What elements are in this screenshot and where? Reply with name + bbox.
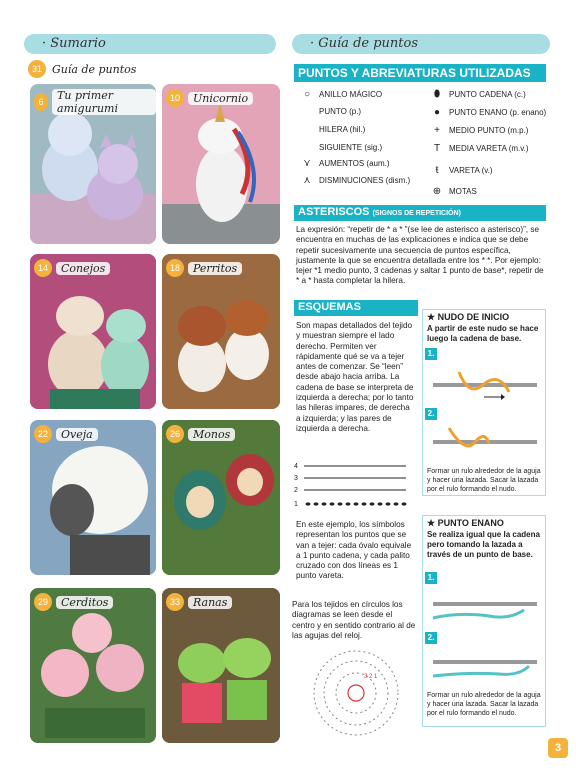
esquemas-text3: Para los tejidos en círculos los diagramas se leen desde el centro y en sentido contrario al de las agujas del reloj. [292,600,416,640]
cerditos-photo [30,588,156,743]
abbr-item: PUNTO (p.) [319,107,362,116]
row-num: 4 [294,463,298,470]
guia-header: · Guía de puntos [292,34,550,54]
page-badge: 6 [34,93,48,111]
circle-chart [306,648,406,738]
row-num: 1 [294,501,298,508]
abbr-item: ANILLO MÁGICO [319,90,383,99]
abbr-item: DISMINUCIONES (dism.) [319,176,411,185]
enano-step2-illustration [429,644,541,690]
tile-label: Conejos [56,262,110,275]
enano-caption: Formar un rulo alrededor de la aguja y hacer una lazada. Sacar la lazada por el rulo formando el nudo. [427,692,541,717]
tile-monos[interactable] [162,420,280,575]
guide-entry[interactable] [28,60,136,78]
page-badge: 31 [28,60,46,78]
monos-photo [162,420,280,575]
row-num: 3 [294,475,298,482]
nudo-step1-illustration [429,362,541,408]
tile-cerditos[interactable] [30,588,156,743]
tile-label: Cerditos [56,596,113,609]
enano-sub: Se realiza igual que la cadena pero tomando la lazada a través de un punto de base. [427,530,540,559]
abbr-item: MEDIA VARETA (m.v.) [449,144,529,153]
page-badge: 33 [166,593,184,611]
nudo-sub: A partir de este nudo se hace luego la cadena de base. [427,324,539,343]
enano-title: ★ PUNTO ENANO [427,518,504,528]
single-crochet-icon: + [434,125,440,136]
perritos-photo [162,254,280,409]
abbr-item: AUMENTOS (aum.) [319,159,390,168]
tile-label: Monos [188,428,235,441]
abbr-item: PUNTO ENANO (p. enano) [449,108,547,117]
tile-label: Perritos [188,262,242,275]
page-badge: 18 [166,259,184,277]
page-badge: 14 [34,259,52,277]
abbr-title: PUNTOS Y ABREVIATURAS UTILIZADAS [294,64,546,82]
row-num: 2 [294,487,298,494]
chain-icon: ⬮ [433,89,441,100]
tile-perritos[interactable] [162,254,280,409]
step-num: 2. [425,408,437,420]
stitch-chart [294,460,416,510]
svg-text:3 2 1: 3 2 1 [364,674,378,680]
decrease-icon: ⋏ [303,175,311,186]
page-badge: 26 [166,425,184,443]
ranas-photo [162,588,280,743]
abbr-item: MOTAS [449,187,477,196]
tile-label: Unicornio [188,92,253,105]
abbr-item: PUNTO CADENA (c.) [449,90,526,99]
page-badge: 29 [34,593,52,611]
tile-conejos[interactable] [30,254,156,409]
step-num: 2. [425,632,437,644]
abbr-item: SIGUIENTE (sig.) [319,143,383,152]
enano-box [422,515,546,727]
asteriscos-title: ASTERISCOS (SIGNOS DE REPETICIÓN) [294,205,546,221]
esquemas-title: ESQUEMAS [294,300,418,316]
circle-icon: ○ [303,89,311,100]
tile-ranas[interactable] [162,588,280,743]
half-double-icon: T [433,143,441,154]
esquemas-text: Son mapas detallados del tejido y muestran siempre el lado derecho. Permiten ver rápidamente qué se va a tejer antes de comenzar. Se “leen” desde abajo hacia arriba. La cadena de base se interpreta de izquierda a derecha; por lo tanto las hileras impares, de derecha a izquierda; y las pares de izquierda a derecha. [296,321,414,433]
asteriscos-text: La expresión: “repetir de * a * ”(se lee de asterisco a asterisco)”, se encuentra en muchas de las explicaciones e indica que se debe repetir sucesivamente una secuencia de puntos específica, justamente la que se encuentra detallada entre los * *. Por ejemplo: tejer *1 medio punto, 3 cadenas y saltar 1 punto de base*, repetir de * a * hasta completar la hilera. [296,225,544,286]
oveja-photo [30,420,156,575]
page-number: 3 [548,738,568,758]
bobble-icon: ⊕ [432,186,442,197]
page-badge: 10 [166,89,184,107]
abbr-item: HILERA (hil.) [319,125,366,134]
page-badge: 22 [34,425,52,443]
tile-unicornio[interactable] [162,84,280,244]
tile-amigurumi[interactable] [30,84,156,244]
tile-label: Oveja [56,428,98,441]
slip-stitch-icon: ● [433,107,441,118]
abbr-item: MEDIO PUNTO (m.p.) [449,126,529,135]
increase-icon: ⋎ [303,158,311,169]
abbr-item: VARETA (v.) [449,166,493,175]
esquemas-text2: En este ejemplo, los símbolos representan los puntos que se van a tejer: cada óvalo equivale a 1 punto cadena, y cada palito cruzado con dos líneas es 1 punto vareta. [296,520,412,581]
double-crochet-icon: ŧ [435,165,439,176]
step-num: 1. [425,348,437,360]
conejos-photo [30,254,156,409]
tile-label: Tu primer amigurumi [52,89,156,115]
tile-oveja[interactable] [30,420,156,575]
nudo-title: ★ NUDO DE INICIO [427,312,510,322]
sumario-header: · Sumario [24,34,276,54]
nudo-caption: Formar un rulo alrededor de la aguja y hacer una lazada. Sacar la lazada por el rulo formando el nudo. [427,468,541,493]
tile-label: Ranas [188,596,232,609]
nudo-box [422,309,546,496]
guide-label: Guía de puntos [52,62,137,76]
step-num: 1. [425,572,437,584]
enano-step1-illustration [429,584,541,632]
unicornio-photo [162,84,280,244]
nudo-step2-illustration [429,420,541,464]
